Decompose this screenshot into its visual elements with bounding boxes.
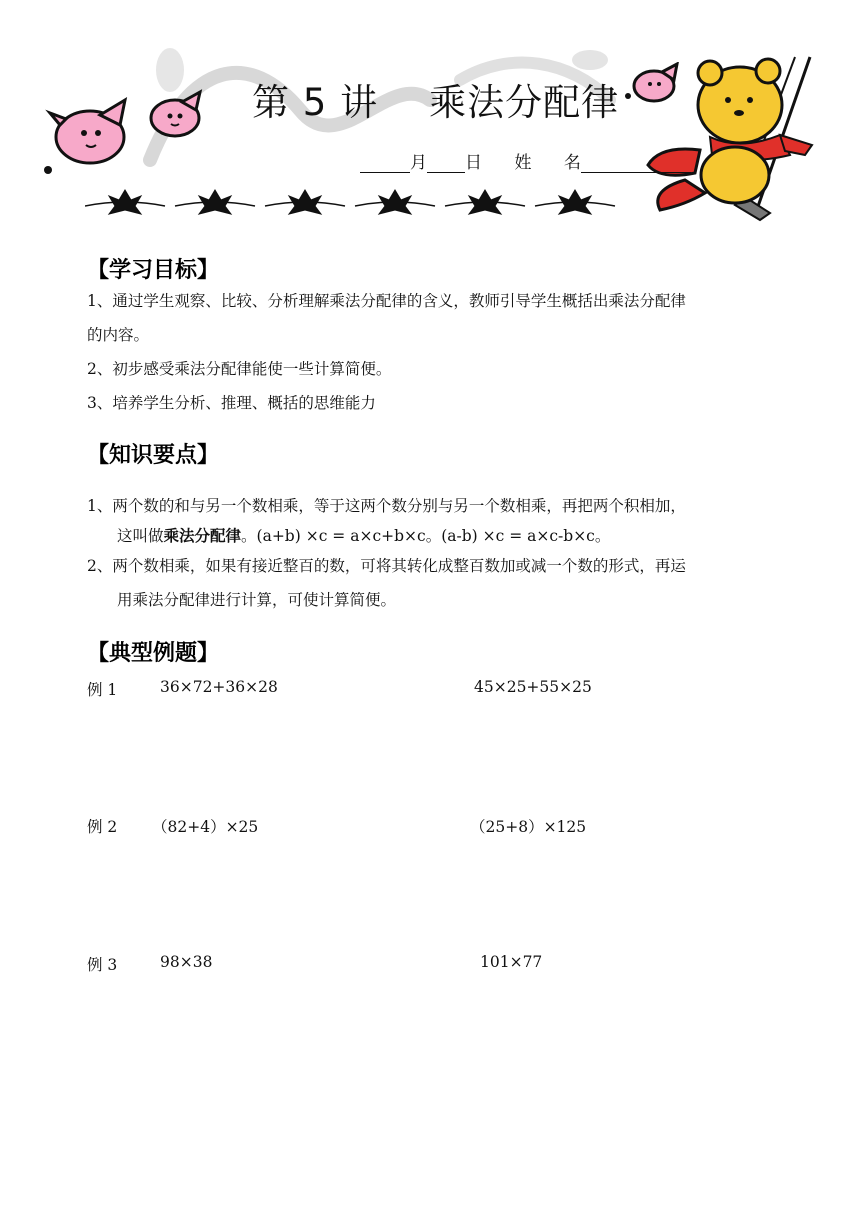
name-label: 姓 名 [514, 153, 581, 173]
knowledge-point-2 [87, 549, 807, 617]
leaf-border-icon [85, 184, 625, 216]
example-2-left-problem: （82+4）×25 [152, 818, 259, 836]
example-3-label: 例 3 [87, 956, 118, 974]
knowledge-point-2-line-2: 用乘法分配律进行计算，可使计算简便。 [117, 591, 397, 609]
objective-item: 2、初步感受乘法分配律能使一些计算简便。 [87, 360, 392, 378]
knowledge-point-1-line-1: 1、两个数的和与另一个数相乘，等于这两个数分别与另一个数相乘，再把两个积相加， [87, 497, 686, 515]
example-3-left-problem: 98×38 [160, 953, 213, 971]
day-label: 日 [465, 153, 482, 173]
bear-on-swing-icon [640, 55, 825, 225]
distributive-law-formula: 。(a+b) ×c = a×c+b×c。(a-b) ×c = a×c-b×c。 [241, 527, 611, 545]
knowledge-point-1-line-2 [87, 521, 807, 551]
example-2-right-problem: （25+8）×125 [470, 818, 587, 836]
knowledge-point-2-line-1: 2、两个数相乘，如果有接近整百的数，可将其转化成整百数加或减一个数的形式，再运 [87, 557, 686, 575]
example-3-right-problem: 101×77 [480, 953, 543, 971]
month-label: 月 [410, 153, 427, 173]
pink-bird-icon [40, 95, 135, 180]
day-blank[interactable] [427, 156, 465, 173]
page-title: 第 5 讲 乘法分配律 [252, 81, 620, 124]
objective-item: 3、培养学生分析、推理、概括的思维能力 [87, 394, 376, 412]
header [0, 0, 860, 230]
objectives-heading: 【学习目标】 [87, 258, 220, 283]
pink-bird-icon [140, 88, 210, 148]
knowledge-heading: 【知识要点】 [87, 443, 220, 468]
date-name-line [360, 148, 691, 173]
example-2-label: 例 2 [87, 818, 118, 836]
name-blank[interactable] [581, 156, 691, 173]
objective-item: 的内容。 [87, 326, 150, 344]
distributive-law-term: 乘法分配律 [163, 527, 242, 545]
objectives-list [87, 284, 787, 420]
objective-item: 1、通过学生观察、比较、分析理解乘法分配律的含义，教师引导学生概括出乘法分配律 [87, 292, 686, 310]
examples-heading: 【典型例题】 [87, 641, 220, 666]
example-1-right-problem: 45×25+55×25 [474, 678, 592, 696]
definition-prefix: 这叫做 [117, 527, 164, 545]
month-blank[interactable] [360, 156, 410, 173]
knowledge-point-1 [87, 491, 807, 551]
example-1-label: 例 1 [87, 681, 118, 699]
example-1-left-problem: 36×72+36×28 [160, 678, 278, 696]
